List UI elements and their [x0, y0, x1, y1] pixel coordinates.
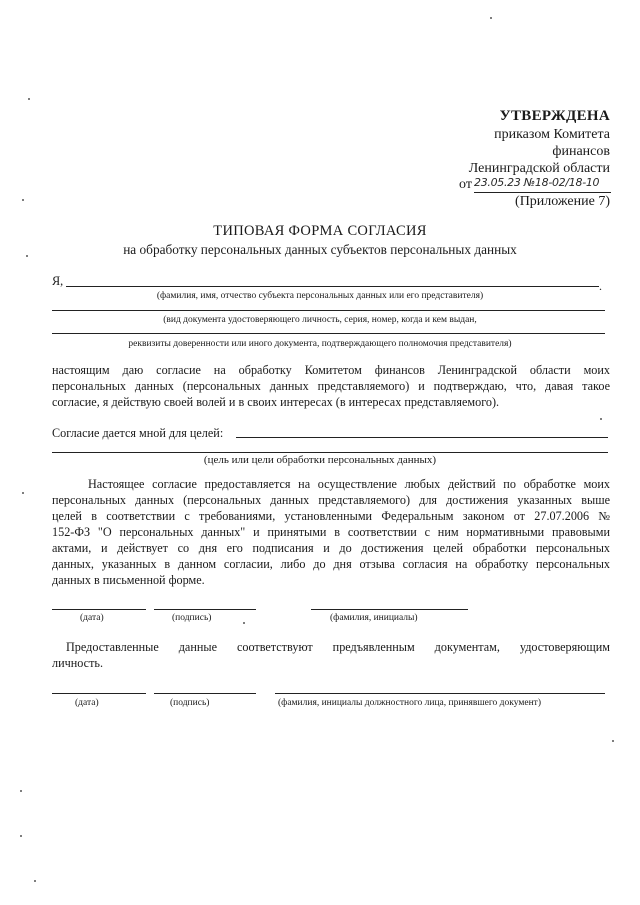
- subject-name-line-end: .: [599, 279, 602, 293]
- scan-speck: [26, 255, 28, 257]
- consent-line-1: настоящим даю согласие на обработку Комитетом финансов Ленинградской области моих: [52, 363, 610, 377]
- validity-line-4: 152-ФЗ "О персональных данных" и принятыми в соответствии с ним нормативными правовыми: [52, 525, 610, 539]
- subject-document-line[interactable]: [52, 310, 605, 311]
- subject-prefix: Я,: [52, 274, 64, 288]
- signature1-date-line[interactable]: [52, 609, 146, 610]
- approval-date-prefix: от: [459, 177, 472, 192]
- signature2-date-line[interactable]: [52, 693, 146, 694]
- validity-line-1: Настоящее согласие предоставляется на осуществление любых действий по обработке моих: [88, 477, 610, 491]
- validity-line-3: целей в соответствии с требованиями, установленными Федеральным законом от 27.07.2006 №: [52, 509, 610, 523]
- approval-appendix: (Приложение 7): [515, 194, 610, 209]
- scan-speck: [490, 17, 492, 19]
- verification-line-1: Предоставленные данные соответствуют предъявленным документам, удостоверяющим: [66, 640, 610, 654]
- signature2-signature-line[interactable]: [154, 693, 256, 694]
- signature1-name-line[interactable]: [311, 609, 468, 610]
- caption-subject-name: (фамилия, имя, отчество субъекта персональных данных или его представителя): [156, 291, 484, 301]
- scan-speck: [20, 835, 22, 837]
- caption-signature1-date: (дата): [80, 613, 104, 623]
- subject-power-line[interactable]: [52, 333, 605, 334]
- validity-line-2: персональных данных (персональных данных представляемого) для достижения указанных выше: [52, 493, 610, 507]
- scan-speck: [28, 98, 30, 100]
- caption-signature2-signature: (подпись): [170, 698, 210, 708]
- caption-purpose: (цель или цели обработки персональных данных): [203, 454, 437, 466]
- form-subtitle: на обработку персональных данных субъектов персональных данных: [123, 242, 517, 257]
- scan-speck: [22, 199, 24, 201]
- scan-speck: [600, 418, 602, 420]
- caption-signature2-official: (фамилия, инициалы должностного лица, принявшего документ): [278, 698, 541, 708]
- caption-signature1-signature: (подпись): [172, 613, 212, 623]
- scan-speck: [243, 622, 245, 624]
- approval-date-handwritten: 23.05.23 №18-02/18-10: [474, 176, 600, 189]
- scan-speck: [34, 880, 36, 882]
- validity-line-5: актами, и действует со дня его подписания и до достижения целей обработки персональных: [52, 541, 610, 555]
- purpose-label: Согласие дается мной для целей:: [52, 426, 224, 440]
- scan-speck: [612, 740, 614, 742]
- signature1-signature-line[interactable]: [154, 609, 256, 610]
- caption-signature1-name: (фамилия, инициалы): [330, 613, 418, 623]
- approval-finance-line: финансов: [552, 144, 610, 159]
- form-title: ТИПОВАЯ ФОРМА СОГЛАСИЯ: [213, 223, 427, 239]
- consent-line-3: согласие, я действую своей волей и в своих интересах (в интересах представляемого).: [52, 395, 500, 409]
- validity-line-7: данных в письменной форме.: [52, 573, 205, 587]
- scan-speck: [20, 790, 22, 792]
- caption-signature2-date: (дата): [75, 698, 99, 708]
- verification-line-2: личность.: [52, 656, 103, 670]
- purpose-line-2[interactable]: [52, 452, 608, 453]
- purpose-line-1[interactable]: [236, 437, 608, 438]
- approval-order-line: приказом Комитета: [494, 127, 610, 142]
- signature2-official-line[interactable]: [275, 693, 605, 694]
- caption-subject-power: реквизиты доверенности или иного документа, подтверждающего полномочия представителя): [128, 339, 512, 349]
- validity-line-6: данных, указанных в данном согласии, либо до дня отзыва согласия на обработку персональных: [52, 557, 610, 571]
- caption-subject-document: (вид документа удостоверяющего личность, серия, номер, когда и кем выдан,: [163, 315, 477, 325]
- consent-line-2: персональных данных (персональных данных представляемого) и подтверждаю, что, давая такое: [52, 379, 610, 393]
- approval-region-line: Ленинградской области: [468, 161, 610, 176]
- approval-title: УТВЕРЖДЕНА: [499, 108, 610, 124]
- scan-speck: [22, 492, 24, 494]
- subject-name-line[interactable]: [66, 286, 599, 287]
